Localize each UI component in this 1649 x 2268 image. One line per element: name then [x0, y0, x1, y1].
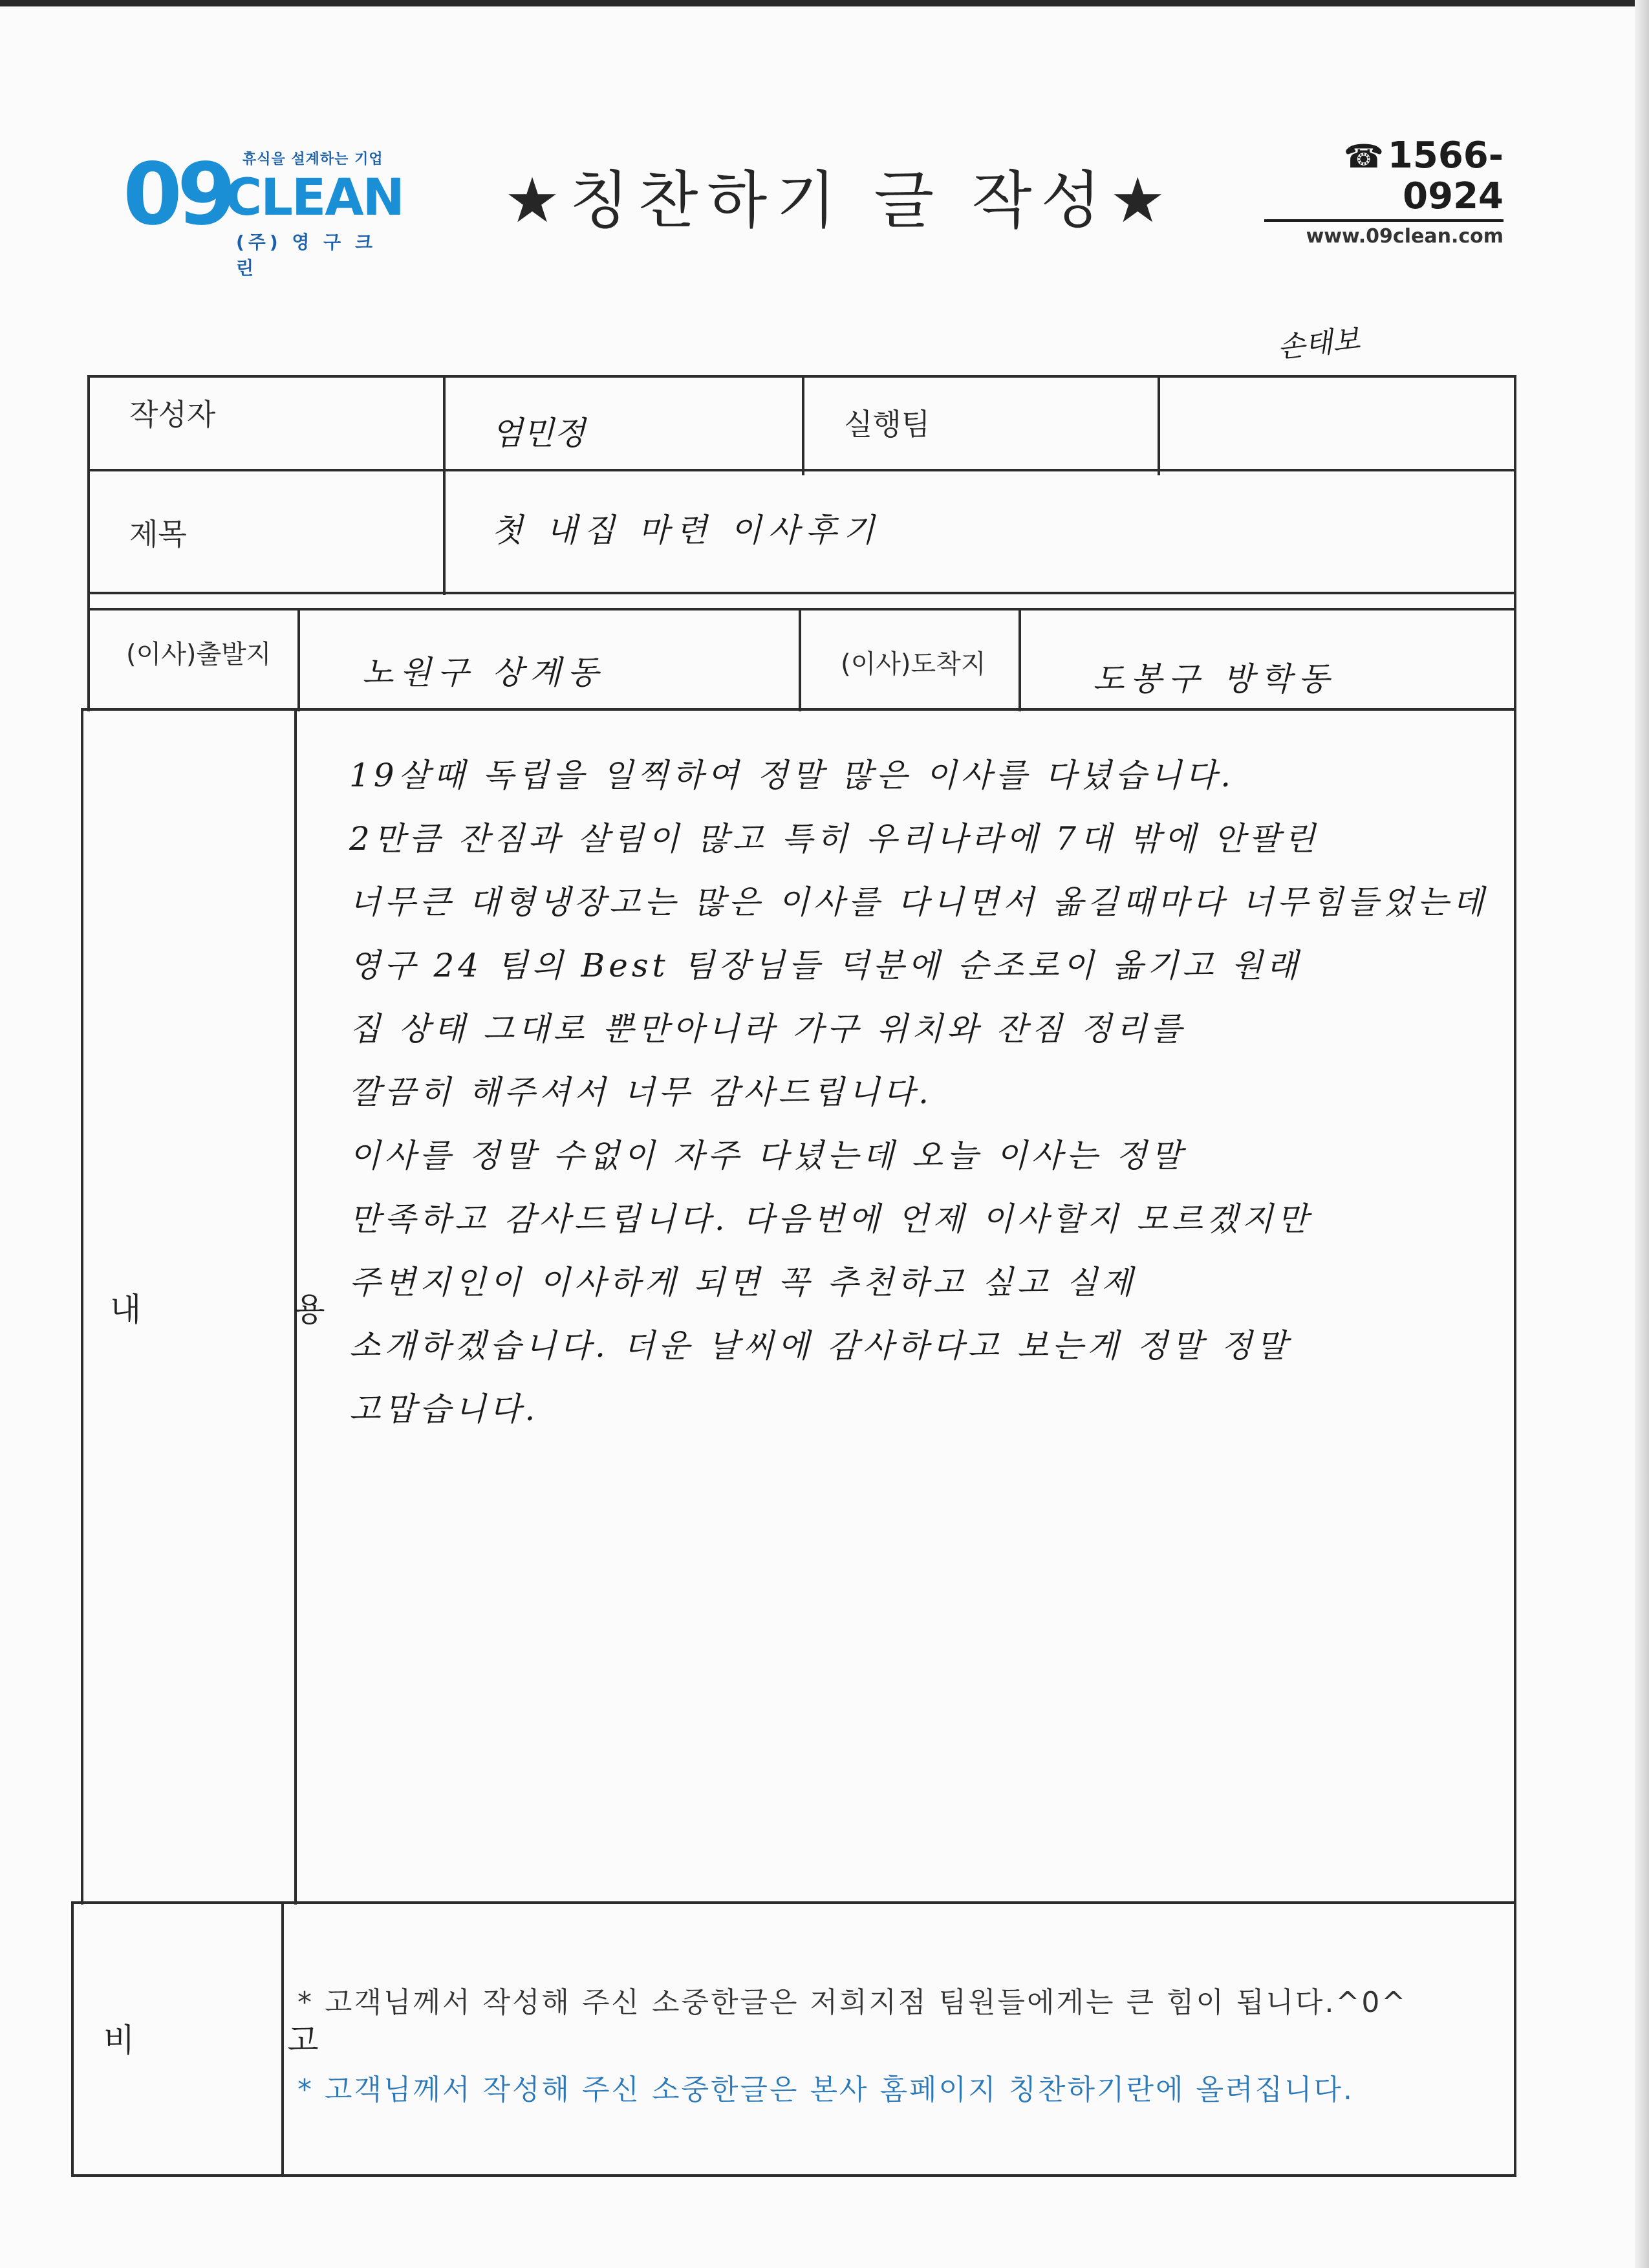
scan-edge-right [1635, 0, 1649, 2268]
content-line: 이사를 정말 수없이 자주 다녔는데 오늘 이사는 정말 [349, 1137, 1186, 1174]
row-divider-4 [71, 1901, 1516, 1904]
content-line: 2만큼 잔짐과 살림이 많고 특히 우리나라에 7대 밖에 안팔린 [349, 820, 1319, 858]
divider-team-left [802, 375, 804, 475]
scan-edge-top [0, 0, 1649, 6]
author-value: 엄민정 [491, 415, 585, 452]
remarks-note-1: * 고객님께서 작성해 주신 소중한글은 저희지점 팀원들에게는 큰 힘이 됩니다.^0^ [297, 1986, 1408, 2019]
table-border-left-upper [87, 375, 90, 711]
table-border-bottom [71, 2174, 1516, 2177]
divider-team-right [1158, 375, 1160, 475]
remarks-label: 비 고 [103, 2022, 390, 2059]
handwritten-signature: 손태보 [1276, 323, 1362, 365]
content-label: 내 용 [110, 1291, 396, 1328]
contact-block [1264, 136, 1503, 250]
origin-value: 노원구 상계동 [362, 654, 605, 691]
logo-tagline: 휴식을 설계하는 기업 [242, 151, 383, 167]
content-line: 집 상태 그대로 뿐만아니라 가구 위치와 잔짐 정리를 [349, 1010, 1186, 1048]
table-border-left-mid [81, 708, 83, 1905]
logo-mark: 09 [123, 145, 232, 244]
divider-origin-label [297, 608, 300, 711]
remarks-note-2: * 고객님께서 작성해 주신 소중한글은 본사 홈페이지 칭찬하기란에 올려집니다. [297, 2073, 1355, 2106]
content-line: 주변지인이 이사하게 되면 꼭 추천하고 싶고 실제 [349, 1264, 1137, 1301]
divider-label-col [443, 375, 446, 595]
row-divider-2 [87, 592, 1516, 594]
table-border-right-lower [1514, 1901, 1516, 2176]
content-line: 깔끔히 해주셔서 너무 감사드립니다. [349, 1074, 933, 1111]
table-border-right-upper [1514, 375, 1516, 711]
subject-value: 첫 내집 마련 이사후기 [491, 512, 881, 549]
origin-label: (이사)출발지 [126, 640, 272, 669]
company-logo [123, 145, 404, 279]
team-label: 실행팀 [844, 407, 931, 442]
row-divider-1 [87, 469, 1516, 471]
divider-destination-label [1018, 608, 1021, 711]
content-line: 만족하고 감사드립니다. 다음번에 언제 이사할지 모르겠지만 [349, 1200, 1312, 1238]
website-url: www.09clean.com [1306, 225, 1503, 248]
table-border-left-lower [71, 1901, 74, 2176]
author-label: 작성자 [129, 397, 216, 432]
logo-company-name: (주) 영 구 크 린 [236, 232, 377, 279]
row-divider-2b [87, 608, 1516, 610]
destination-value: 도봉구 방학동 [1093, 660, 1336, 698]
destination-label: (이사)도착지 [841, 649, 986, 679]
content-line: 영구 24 팀의 Best 팀장님들 덕분에 순조로이 옮기고 원래 [349, 947, 1302, 984]
phone-number-text: 1566-0924 [1387, 135, 1503, 217]
page-title: ★칭찬하기 글 작성★ [504, 164, 1175, 237]
content-line: 소개하겠습니다. 더운 날씨에 감사하다고 보는게 정말 정말 [349, 1327, 1291, 1365]
content-line: 고맙습니다. [349, 1390, 539, 1428]
logo-brand: CLEAN [225, 169, 404, 227]
phone-number [1264, 136, 1503, 222]
subject-label: 제목 [129, 517, 187, 552]
phone-icon: ☎ [1343, 138, 1384, 175]
content-line: 19살때 독립을 일찍하여 정말 많은 이사를 다녔습니다. [349, 757, 1235, 794]
divider-origin-value [799, 608, 801, 711]
content-text [349, 744, 1520, 1441]
content-line: 너무큰 대형냉장고는 많은 이사를 다니면서 옮길때마다 너무힘들었는데 [349, 883, 1488, 921]
